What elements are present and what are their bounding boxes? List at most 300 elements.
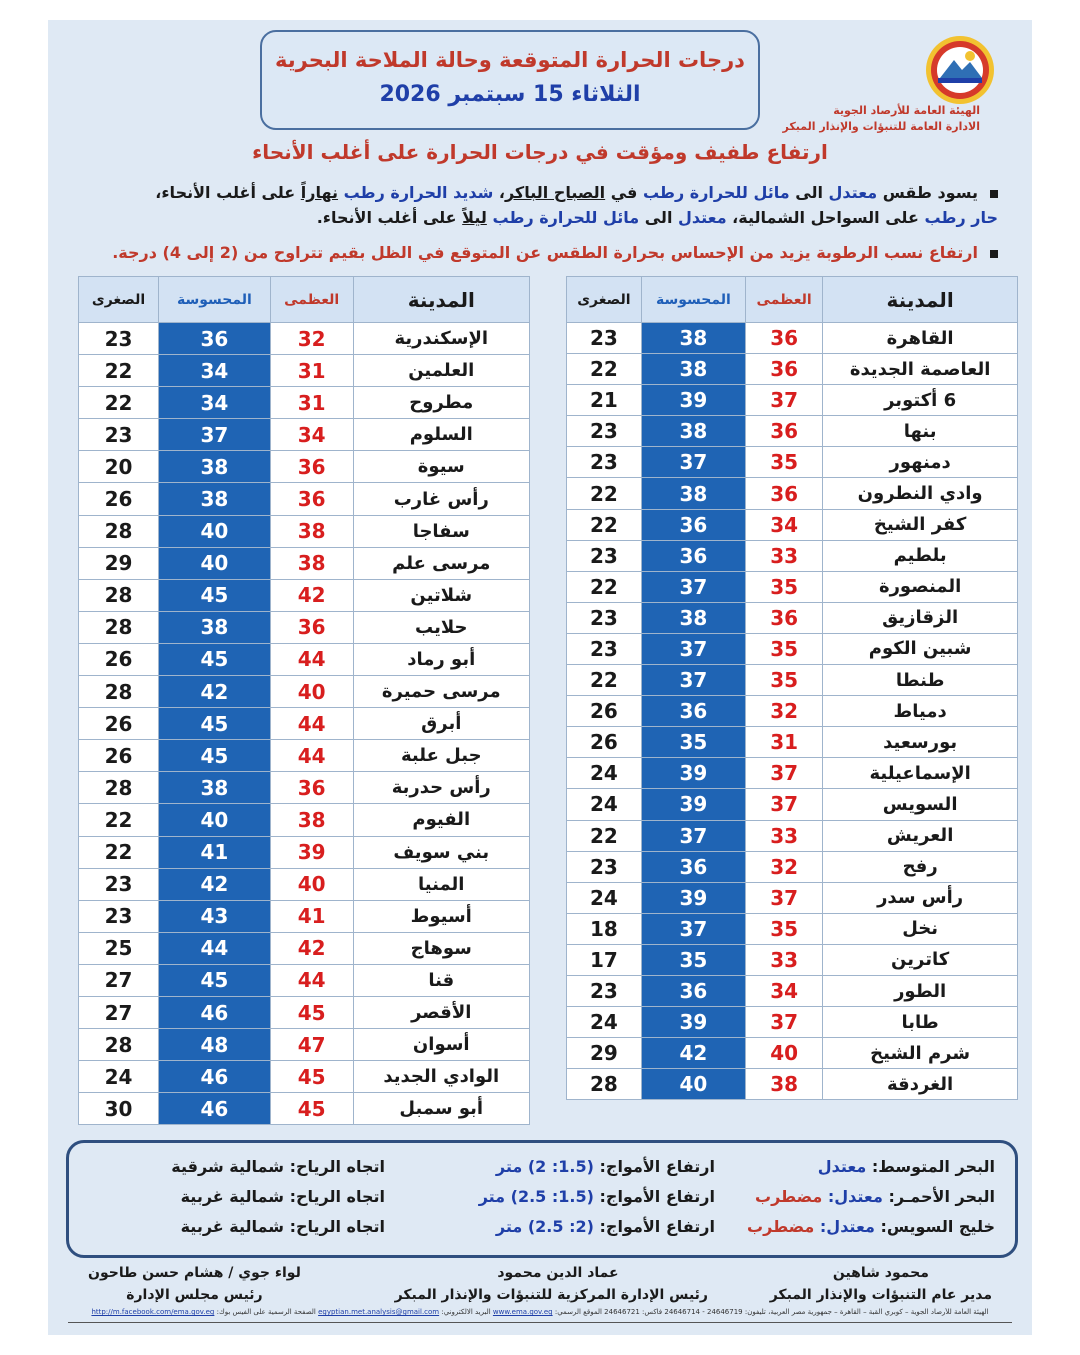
max-temp: 35 [746, 633, 823, 664]
feels-like-temp: 42 [159, 868, 271, 900]
min-temp: 24 [79, 1061, 159, 1093]
wave-label: ارتفاع الأمواج: [599, 1217, 715, 1236]
feels-like-temp: 38 [641, 323, 745, 354]
table-row [567, 696, 1018, 727]
facebook-link[interactable]: http://m.facebook.com/ema.gov.eg [91, 1308, 215, 1316]
feels-like-temp: 45 [159, 964, 271, 996]
feels-like-temp: 38 [159, 772, 271, 804]
summary-text: مائل للحرارة رطب [642, 183, 790, 202]
summary-text: الصباح الباكر [504, 183, 606, 202]
table-row [567, 447, 1018, 478]
sea-state: معتدل: [819, 1217, 875, 1236]
city-name: العريش [823, 820, 1018, 851]
city-name: شرم الشيخ [823, 1038, 1018, 1069]
max-temp: 45 [270, 996, 353, 1028]
city-name: سيوة [353, 451, 529, 483]
table-row [79, 547, 530, 579]
wind-direction: شمالية غربية [180, 1187, 284, 1206]
table-row [79, 483, 530, 515]
max-temp: 37 [746, 385, 823, 416]
humidity-bullet [98, 240, 998, 265]
city-name: بورسعيد [823, 727, 1018, 758]
city-name: رأس غارب [353, 483, 529, 515]
city-name: مرسى علم [353, 547, 529, 579]
max-temp: 38 [746, 1069, 823, 1100]
marine-row [69, 1187, 1015, 1217]
feels-like-temp: 45 [159, 708, 271, 740]
min-temp: 23 [79, 900, 159, 932]
table-row [567, 354, 1018, 385]
feels-like-temp: 36 [159, 323, 271, 355]
max-temp: 38 [270, 804, 353, 836]
feels-like-temp: 38 [641, 602, 745, 633]
feel-column-header: المحسوسة [641, 277, 745, 323]
email-link[interactable]: egyptian.met.analysis@gmail.com [318, 1308, 440, 1316]
min-column-header: الصغرى [567, 277, 642, 323]
min-temp: 26 [79, 740, 159, 772]
city-name: القاهرة [823, 323, 1018, 354]
signatory-title: رئيس الإدارة المركزية للتنبؤات والإنذار المبكر [394, 1287, 708, 1303]
max-temp: 44 [270, 740, 353, 772]
city-name: جبل علبة [353, 740, 529, 772]
sea-name-cell [747, 1217, 995, 1236]
feels-like-temp: 38 [159, 611, 271, 643]
table-row [79, 643, 530, 675]
min-temp: 22 [567, 354, 642, 385]
email-label: البريد الالكتروني: [439, 1308, 491, 1316]
signatory-title: رئيس مجلس الإدارة [126, 1287, 263, 1303]
city-name: حلايب [353, 611, 529, 643]
min-temp: 24 [567, 1007, 642, 1038]
feels-like-temp: 37 [641, 571, 745, 602]
summary-text: مائل للحرارة رطب [492, 208, 640, 227]
city-name: العلمين [353, 355, 529, 387]
table-row [79, 708, 530, 740]
max-temp: 38 [270, 547, 353, 579]
table-row [567, 540, 1018, 571]
feels-like-temp: 34 [159, 387, 271, 419]
wave-label: ارتفاع الأمواج: [599, 1157, 715, 1176]
summary-text: معتدل [678, 208, 727, 227]
max-temp: 35 [746, 913, 823, 944]
city-name: أبو رماد [353, 643, 529, 675]
city-name: دمياط [823, 696, 1018, 727]
table-row [567, 789, 1018, 820]
city-name: رفح [823, 851, 1018, 882]
city-name: مرسى حميرة [353, 676, 529, 708]
feels-like-temp: 46 [159, 1093, 271, 1125]
bulletin-title: درجات الحرارة المتوقعة وحالة الملاحة البحرية [275, 48, 745, 72]
sea-name: البحر المتوسط: [866, 1157, 995, 1176]
max-temp: 47 [270, 1029, 353, 1061]
marine-row [69, 1217, 1015, 1247]
max-temp: 41 [270, 900, 353, 932]
max-temp: 44 [270, 964, 353, 996]
max-temp: 40 [270, 868, 353, 900]
table-row [567, 385, 1018, 416]
max-temp: 35 [746, 571, 823, 602]
feels-like-temp: 42 [159, 676, 271, 708]
max-temp: 32 [746, 696, 823, 727]
feels-like-temp: 38 [641, 354, 745, 385]
wave-cell [496, 1217, 715, 1236]
min-temp: 17 [567, 944, 642, 975]
city-name: الغردقة [823, 1069, 1018, 1100]
max-temp: 34 [746, 975, 823, 1006]
feels-like-temp: 40 [159, 515, 271, 547]
table-row [567, 1069, 1018, 1100]
min-temp: 23 [567, 975, 642, 1006]
city-name: السلوم [353, 419, 529, 451]
feels-like-temp: 38 [159, 483, 271, 515]
table-row [79, 419, 530, 451]
feels-like-temp: 35 [641, 944, 745, 975]
min-temp: 23 [79, 419, 159, 451]
max-temp: 40 [270, 676, 353, 708]
signatory-name: لواء جوي / هشام حسن طاحون [88, 1265, 301, 1281]
city-column-header: المدينة [353, 277, 529, 323]
min-column-header: الصغرى [79, 277, 159, 323]
table-row [567, 509, 1018, 540]
min-temp: 24 [567, 789, 642, 820]
city-name: بنها [823, 416, 1018, 447]
max-temp: 36 [270, 611, 353, 643]
summary-text: ليلاً [462, 208, 487, 227]
signature-block [88, 1265, 301, 1309]
feels-like-temp: 38 [641, 416, 745, 447]
city-name: الطور [823, 975, 1018, 1006]
feels-like-temp: 43 [159, 900, 271, 932]
min-temp: 29 [567, 1038, 642, 1069]
wind-label: اتجاه الرياح: [289, 1187, 385, 1206]
summary-text: حار رطب [924, 208, 998, 227]
city-name: السويس [823, 789, 1018, 820]
feels-like-temp: 40 [159, 547, 271, 579]
feels-like-temp: 36 [641, 509, 745, 540]
max-temp: 32 [746, 851, 823, 882]
feels-like-temp: 37 [159, 419, 271, 451]
table-row [79, 323, 530, 355]
table-row [567, 416, 1018, 447]
max-temp: 37 [746, 882, 823, 913]
max-column-header: العظمى [270, 277, 353, 323]
table-row [567, 913, 1018, 944]
max-temp: 34 [746, 509, 823, 540]
footer-contact [68, 1308, 1012, 1316]
city-name: أبو سمبل [353, 1093, 529, 1125]
wind-direction: شمالية غربية [180, 1217, 284, 1236]
max-column-header: العظمى [746, 277, 823, 323]
feels-like-temp: 42 [641, 1038, 745, 1069]
feel-column-header: المحسوسة [159, 277, 271, 323]
city-name: كاترين [823, 944, 1018, 975]
min-temp: 23 [567, 323, 642, 354]
signature-block [394, 1265, 708, 1309]
city-name: طابا [823, 1007, 1018, 1038]
weather-summary-bullet [98, 180, 998, 230]
min-temp: 20 [79, 451, 159, 483]
sea-name-cell [755, 1187, 995, 1206]
feels-like-temp: 39 [641, 758, 745, 789]
max-temp: 36 [746, 354, 823, 385]
table-row [79, 1029, 530, 1061]
wave-height: (1.5: 2.5) متر [478, 1187, 594, 1206]
summary-text: في [605, 183, 643, 202]
max-temp: 35 [746, 447, 823, 478]
min-temp: 22 [79, 355, 159, 387]
sea-state-alt: مضطرب [747, 1217, 820, 1236]
feels-like-temp: 36 [641, 851, 745, 882]
table-row [79, 964, 530, 996]
wave-label: ارتفاع الأمواج: [599, 1187, 715, 1206]
city-name: رأس حدربة [353, 772, 529, 804]
marine-row [69, 1157, 1015, 1187]
table-row [79, 996, 530, 1028]
min-temp: 27 [79, 964, 159, 996]
feels-like-temp: 40 [159, 804, 271, 836]
table-row [79, 740, 530, 772]
wind-cell [171, 1157, 385, 1176]
table-row [567, 944, 1018, 975]
summary-text: على أغلب الأنحاء، [155, 183, 301, 202]
table-row [79, 676, 530, 708]
min-temp: 22 [567, 509, 642, 540]
city-name: 6 أكتوبر [823, 385, 1018, 416]
feels-like-temp: 35 [641, 727, 745, 758]
signatory-title: مدير عام التنبؤات والإنذار المبكر [769, 1287, 992, 1303]
min-temp: 28 [79, 611, 159, 643]
feels-like-temp: 46 [159, 996, 271, 1028]
city-name: بلطيم [823, 540, 1018, 571]
table-row [79, 804, 530, 836]
table-row [79, 355, 530, 387]
table-row [567, 1007, 1018, 1038]
wind-direction: شمالية شرقية [171, 1157, 284, 1176]
table-row [567, 975, 1018, 1006]
min-temp: 28 [79, 579, 159, 611]
marine-conditions-box [66, 1140, 1018, 1258]
max-temp: 39 [270, 836, 353, 868]
bulletin-page [48, 20, 1032, 1335]
title-box [260, 30, 760, 130]
summary-text: على أغلب الأنحاء. [316, 208, 463, 227]
table-row [79, 772, 530, 804]
max-temp: 45 [270, 1061, 353, 1093]
min-temp: 28 [79, 772, 159, 804]
facebook-label: الصفحة الرسمية على الفيس بوك: [214, 1308, 316, 1316]
max-temp: 33 [746, 944, 823, 975]
table-row [567, 1038, 1018, 1069]
min-temp: 23 [79, 323, 159, 355]
summary-text: ، [493, 183, 505, 202]
max-temp: 37 [746, 789, 823, 820]
min-temp: 18 [567, 913, 642, 944]
max-temp: 36 [746, 416, 823, 447]
feels-like-temp: 37 [641, 820, 745, 851]
min-temp: 24 [567, 758, 642, 789]
max-temp: 44 [270, 708, 353, 740]
sea-name: البحر الأحمـر: [882, 1187, 995, 1206]
org-department: الادارة العامة للتنبؤات والإنذار المبكر [782, 120, 980, 133]
table-row [79, 451, 530, 483]
min-temp: 23 [567, 540, 642, 571]
min-temp: 29 [79, 547, 159, 579]
footer-address: الهيئة العامة للأرصاد الجوية – كوبري القبة – القاهرة – جمهورية مصر العربية، تليفون: 24646719 - 24646714 فاكس: 24646721 الموقع الرسمي: [554, 1308, 989, 1316]
min-temp: 28 [79, 1029, 159, 1061]
summary-text: نهاراً [300, 183, 339, 202]
bullet-icon [990, 250, 998, 258]
city-name: الإسماعيلية [823, 758, 1018, 789]
min-temp: 26 [79, 708, 159, 740]
wave-height: (2: 2.5) متر [495, 1217, 594, 1236]
city-name: الإسكندرية [353, 323, 529, 355]
table-row [567, 820, 1018, 851]
feels-like-temp: 40 [641, 1069, 745, 1100]
city-name: دمنهور [823, 447, 1018, 478]
website-link[interactable]: www.ema.gov.eg [492, 1308, 553, 1316]
wind-cell [181, 1187, 385, 1206]
signature-block [770, 1265, 992, 1309]
max-temp: 31 [746, 727, 823, 758]
sea-state: معتدل: [827, 1187, 883, 1206]
feels-like-temp: 37 [641, 913, 745, 944]
max-temp: 45 [270, 1093, 353, 1125]
min-temp: 24 [567, 882, 642, 913]
wave-height: (1.5: 2) متر [495, 1157, 594, 1176]
table-row [79, 579, 530, 611]
max-temp: 36 [746, 323, 823, 354]
city-name: أسيوط [353, 900, 529, 932]
min-temp: 26 [567, 727, 642, 758]
table-row [567, 478, 1018, 509]
feels-like-temp: 37 [641, 447, 745, 478]
summary-text: الى [789, 183, 829, 202]
table-row [79, 868, 530, 900]
city-name: رأس سدر [823, 882, 1018, 913]
min-temp: 23 [567, 633, 642, 664]
table-row [567, 882, 1018, 913]
max-temp: 33 [746, 820, 823, 851]
feels-like-temp: 41 [159, 836, 271, 868]
sea-state: معتدل [817, 1157, 867, 1176]
temperature-table-left [78, 276, 530, 1125]
table-row [567, 665, 1018, 696]
min-temp: 28 [567, 1069, 642, 1100]
feels-like-temp: 48 [159, 1029, 271, 1061]
table-row [567, 758, 1018, 789]
table-row [79, 611, 530, 643]
city-name: العاصمة الجديدة [823, 354, 1018, 385]
feels-like-temp: 36 [641, 540, 745, 571]
feels-like-temp: 37 [641, 665, 745, 696]
min-temp: 27 [79, 996, 159, 1028]
summary-text: معتدل [828, 183, 878, 202]
max-temp: 36 [746, 602, 823, 633]
min-temp: 26 [79, 643, 159, 675]
feels-like-temp: 38 [641, 478, 745, 509]
feels-like-temp: 34 [159, 355, 271, 387]
feels-like-temp: 44 [159, 932, 271, 964]
min-temp: 28 [79, 515, 159, 547]
max-temp: 36 [270, 451, 353, 483]
min-temp: 22 [567, 820, 642, 851]
max-temp: 35 [746, 665, 823, 696]
table-row [79, 515, 530, 547]
min-temp: 23 [567, 851, 642, 882]
signatory-name: عماد الدين محمود [497, 1265, 619, 1281]
min-temp: 23 [79, 868, 159, 900]
city-name: سوهاج [353, 932, 529, 964]
summary-text: الى [639, 208, 678, 227]
min-temp: 25 [79, 932, 159, 964]
max-temp: 34 [270, 419, 353, 451]
max-temp: 37 [746, 758, 823, 789]
signatory-name: محمود شاهين [832, 1265, 929, 1281]
min-temp: 21 [567, 385, 642, 416]
summary-text: على السواحل الشمالية، [726, 208, 925, 227]
max-temp: 36 [746, 478, 823, 509]
table-row [567, 851, 1018, 882]
wind-label: اتجاه الرياح: [289, 1157, 385, 1176]
min-temp: 22 [567, 665, 642, 696]
wind-cell [181, 1217, 385, 1236]
table-row [79, 1061, 530, 1093]
city-name: المنيا [353, 868, 529, 900]
city-name: أسوان [353, 1029, 529, 1061]
summary-text: يسود طقس [877, 183, 978, 202]
wind-label: اتجاه الرياح: [289, 1217, 385, 1236]
max-temp: 36 [270, 483, 353, 515]
feels-like-temp: 39 [641, 789, 745, 820]
city-name: أبرق [353, 708, 529, 740]
min-temp: 22 [79, 804, 159, 836]
feels-like-temp: 45 [159, 643, 271, 675]
feels-like-temp: 38 [159, 451, 271, 483]
min-temp: 23 [567, 416, 642, 447]
table-row [567, 633, 1018, 664]
feels-like-temp: 36 [641, 696, 745, 727]
feels-like-temp: 39 [641, 1007, 745, 1038]
max-temp: 37 [746, 1007, 823, 1038]
city-name: بني سويف [353, 836, 529, 868]
min-temp: 23 [567, 447, 642, 478]
table-row [79, 1093, 530, 1125]
city-name: المنصورة [823, 571, 1018, 602]
table-row [79, 387, 530, 419]
min-temp: 22 [79, 836, 159, 868]
feels-like-temp: 39 [641, 385, 745, 416]
sea-state-alt: مضطرب [755, 1187, 828, 1206]
min-temp: 26 [79, 483, 159, 515]
sea-name: خليج السويس: [874, 1217, 995, 1236]
max-temp: 38 [270, 515, 353, 547]
city-name: نخل [823, 913, 1018, 944]
table-row [567, 602, 1018, 633]
min-temp: 26 [567, 696, 642, 727]
table-row [567, 571, 1018, 602]
max-temp: 42 [270, 579, 353, 611]
ema-logo-icon [924, 34, 996, 106]
humidity-text: ارتفاع نسب الرطوبة يزيد من الإحساس بحرارة الطقس عن المتوقع في الظل بقيم تتراوح من (2 إلى 4) درجة. [112, 243, 978, 262]
wave-cell [479, 1187, 715, 1206]
min-temp: 22 [567, 571, 642, 602]
city-name: وادي النطرون [823, 478, 1018, 509]
min-temp: 22 [567, 478, 642, 509]
max-temp: 32 [270, 323, 353, 355]
max-temp: 31 [270, 387, 353, 419]
max-temp: 44 [270, 643, 353, 675]
summary-text: شديد الحرارة رطب [343, 183, 494, 202]
